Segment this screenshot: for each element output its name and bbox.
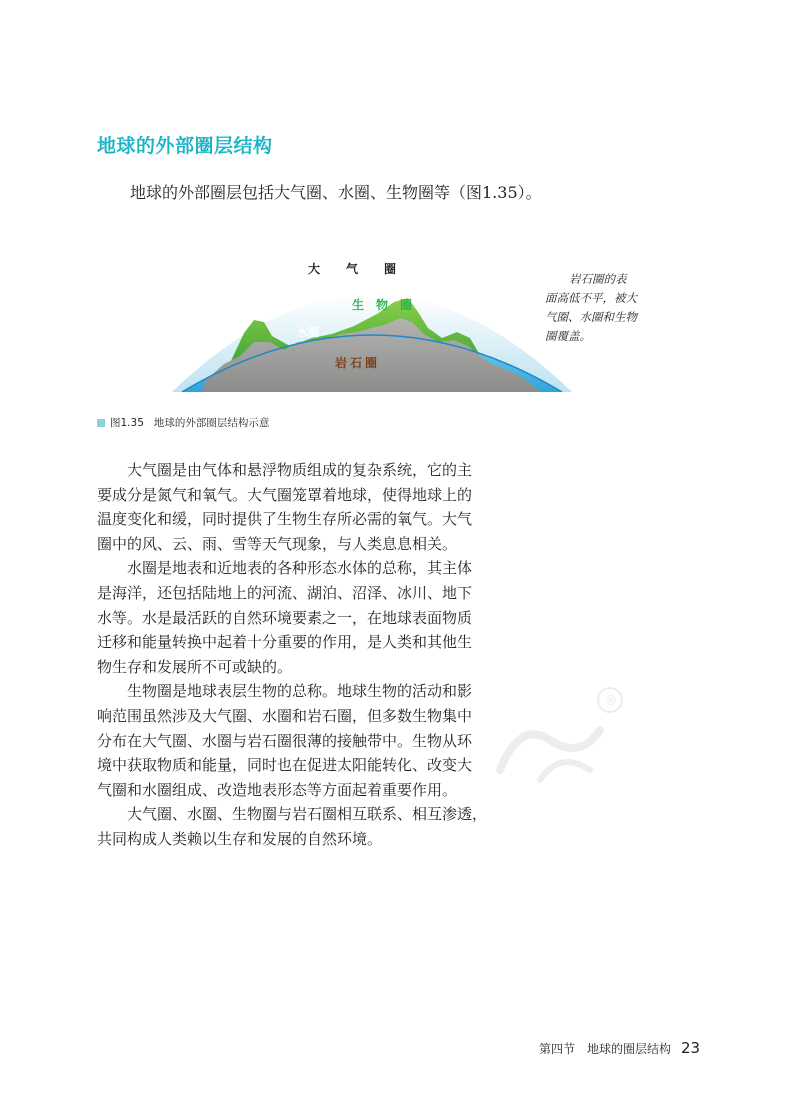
text-line: 大气圈是由气体和悬浮物质组成的复杂系统，它的主 <box>127 461 473 479</box>
caption-text: 地球的外部圈层结构示意 <box>153 417 270 429</box>
text-line: 水等。水是最活跃的自然环境要素之一，在地球表面物质 <box>97 608 473 627</box>
paragraph-atmosphere <box>97 458 517 556</box>
registered-mark: ® <box>604 693 618 709</box>
text-line: 响范围虽然涉及大气圈、水圈和岩石圈，但多数生物集中 <box>97 706 473 725</box>
section-title: 地球的外部圈层结构 <box>97 135 273 157</box>
figure-caption <box>97 415 269 430</box>
biosphere-label: 生物圈 <box>352 298 425 312</box>
text-line: 物生存和发展所不可或缺的。 <box>97 657 293 676</box>
paragraph-summary <box>97 802 517 851</box>
text-line: 共同构成人类赖以生存和发展的自然环境。 <box>97 829 383 848</box>
text-line: 气圈和水圈组成、改造地表形态等方面起着重要作用。 <box>97 780 458 799</box>
text-line: 水圈是地表和近地表的各种形态水体的总称，其主体 <box>127 559 473 578</box>
text-line: 分布在大气圈、水圈与岩石圈很薄的接触带中。生物从环 <box>97 731 473 750</box>
page-footer <box>539 1039 700 1057</box>
watermark-logo <box>480 680 640 800</box>
text-line: 迁移和能量转换中起着十分重要的作用，是人类和其他生 <box>97 633 473 652</box>
text-line: 境中获取物质和能量，同时也在促进太阳能转化、改变大 <box>97 756 473 775</box>
paragraph-hydrosphere <box>97 556 517 679</box>
footer-chapter: 第四节 地球的圈层结构 <box>539 1042 672 1056</box>
text-line: 大气圈、水圈、生物圈与岩石圈相互联系、相互渗透， <box>127 805 488 824</box>
intro-paragraph: 地球的外部圈层包括大气圈、水圈、生物圈等（图1.35）。 <box>130 183 542 202</box>
text-line: 生物圈是地球表层生物的总称。地球生物的活动和影 <box>127 682 473 701</box>
caption-number: 图1.35 <box>110 417 144 429</box>
side-note-line: 岩石圈的表 <box>569 272 627 286</box>
paragraph-biosphere <box>97 679 517 802</box>
side-note <box>545 270 675 346</box>
hydrosphere-label: 水圈 <box>297 326 319 339</box>
side-note-line: 面高低不平，被大 <box>545 291 637 305</box>
side-note-line: 圈覆盖。 <box>545 329 591 343</box>
atmosphere-label: 大气圈 <box>308 262 423 276</box>
text-line: 是海洋，还包括陆地上的河流、湖泊、沼泽、冰川、地下 <box>97 583 473 602</box>
watermark <box>480 680 640 804</box>
text-line: 要成分是氮气和氧气。大气圈笼罩着地球，使得地球上的 <box>97 485 473 504</box>
page-number: 23 <box>681 1039 701 1057</box>
text-line: 圈中的风、云、雨、雪等天气现象，与人类息息相关。 <box>97 534 458 553</box>
body-text <box>97 458 517 852</box>
text-line: 温度变化和缓，同时提供了生物生存所必需的氧气。大气 <box>97 510 473 529</box>
caption-marker-icon <box>97 419 105 427</box>
side-note-line: 气圈、水圈和生物 <box>545 310 637 324</box>
lithosphere-label: 岩石圈 <box>335 356 381 370</box>
sphere-diagram <box>172 238 572 392</box>
